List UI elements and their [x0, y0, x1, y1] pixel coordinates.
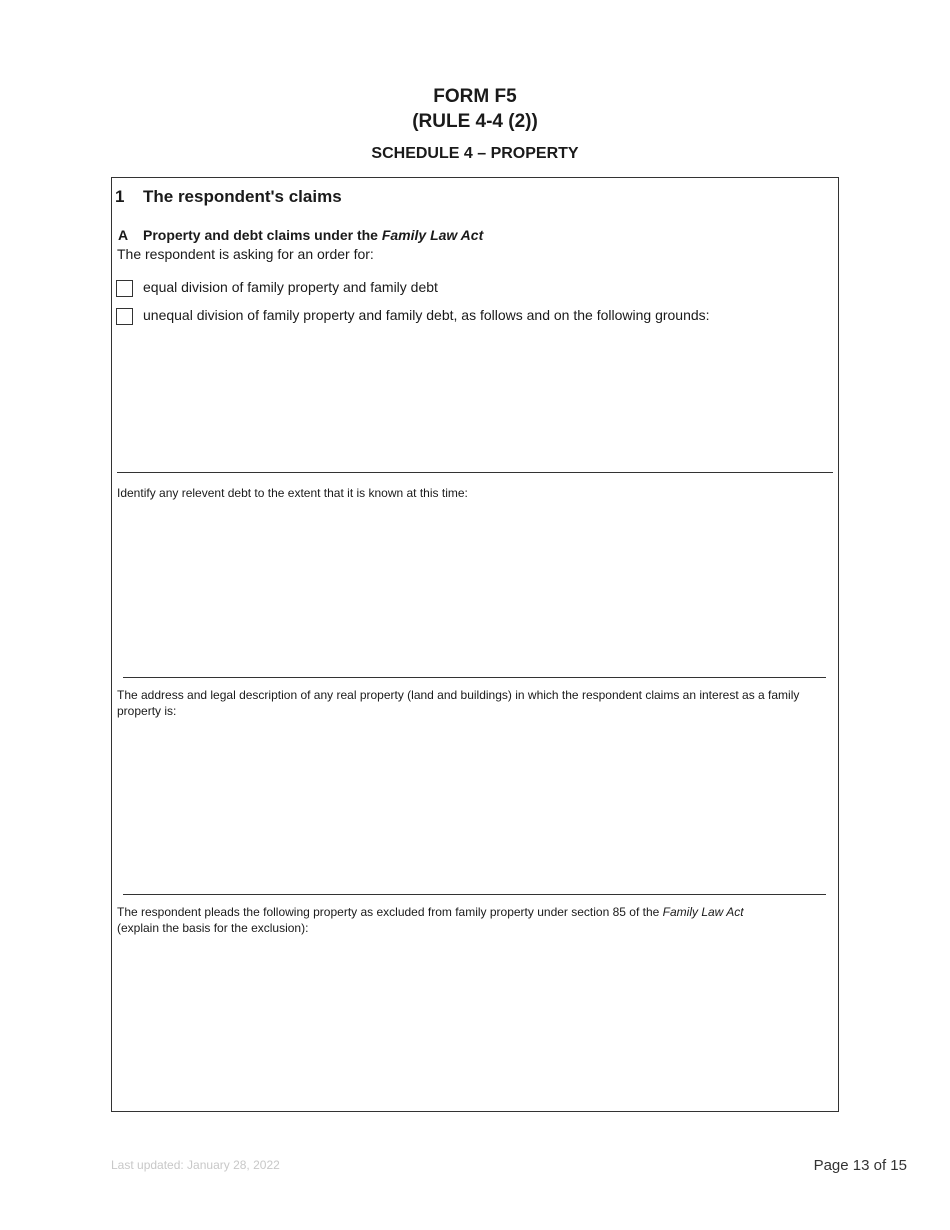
form-title	[0, 84, 950, 134]
unequal-division-checkbox[interactable]	[116, 308, 133, 325]
excluded-prompt-suffix: (explain the basis for the exclusion):	[117, 921, 309, 935]
divider	[123, 894, 826, 895]
claims-section-frame	[111, 177, 839, 1112]
subsection-title-prefix: Property and debt claims under the	[143, 227, 382, 243]
section-number: 1	[115, 187, 125, 206]
subsection-title	[143, 227, 483, 243]
divider	[117, 472, 833, 473]
form-name: FORM F5	[433, 86, 517, 107]
real-property-field[interactable]	[117, 724, 830, 892]
subsection-letter: A	[118, 227, 129, 243]
subsection-title-act: Family Law Act	[381, 227, 484, 243]
debt-prompt: Identify any relevent debt to the extent that it is known at this time:	[117, 486, 468, 500]
debt-field[interactable]	[117, 506, 830, 675]
form-rule: (RULE 4-4 (2))	[412, 111, 538, 132]
unequal-division-grounds-field[interactable]	[117, 330, 830, 472]
excluded-prompt-prefix: The respondent pleads the following property as excluded from family property under section 85 of the	[117, 905, 663, 919]
excluded-property-field[interactable]	[117, 940, 830, 1104]
divider	[123, 677, 826, 678]
last-updated: Last updated: January 28, 2022	[111, 1158, 280, 1172]
excluded-prompt-act: Family Law Act	[662, 905, 744, 919]
equal-division-checkbox[interactable]	[116, 280, 133, 297]
order-intro: The respondent is asking for an order for:	[117, 246, 374, 262]
section-title: The respondent's claims	[143, 187, 342, 206]
equal-division-label: equal division of family property and family debt	[143, 279, 438, 295]
excluded-property-prompt	[117, 904, 829, 936]
real-property-prompt: The address and legal description of any real property (land and buildings) in which the respondent claims an interest as a family property is:	[117, 688, 800, 718]
schedule-title: SCHEDULE 4 – PROPERTY	[371, 145, 579, 162]
page-number: Page 13 of 15	[813, 1157, 907, 1174]
unequal-division-label: unequal division of family property and family debt, as follows and on the following grounds:	[143, 307, 710, 323]
